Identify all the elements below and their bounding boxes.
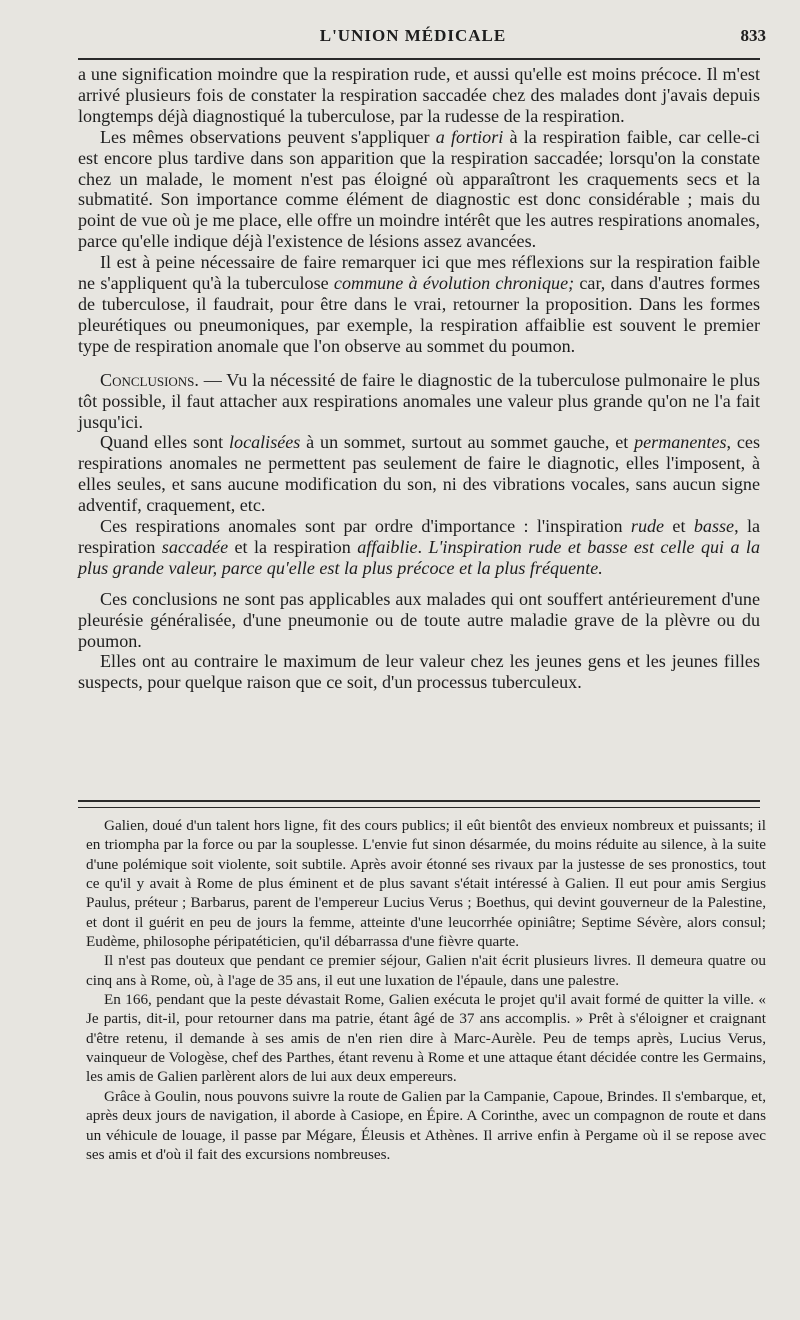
article-body: [78, 64, 760, 693]
paragraph: a une signification moindre que la respiration rude, et aussi qu'elle est moins précoce. Il m'est arrivé plusieurs fois de constater la respiration saccadée chez des malades dont j'avais depuis longtemps déjà diagnostiqué la tuberculose, par la rudesse de la respiration.: [78, 64, 760, 126]
page-number: 833: [740, 26, 766, 45]
running-header: [60, 22, 766, 52]
paragraph: Ces respirations anomales sont par ordre d'importance : l'inspiration rude et basse, la respiration saccadée et la respiration affaiblie. L'inspiration rude et basse est celle qui a la plus grande valeur, parce qu'elle est la plus précoce et la plus fréquente.: [78, 516, 761, 578]
journal-title: L'UNION MÉDICALE: [319, 26, 507, 45]
paragraph: Ces conclusions ne sont pas applicables aux malades qui ont souffert antérieurement d'une pleurésie généralisée, d'une pneumonie ou de toute autre maladie grave de la plèvre ou du poumon.: [78, 588, 760, 651]
header-rule: [78, 58, 760, 60]
feuilleton-paragraph: Grâce à Goulin, nous pouvons suivre la route de Galien par la Campanie, Capoue, Brindes. Il s'embarque, et, après deux jours de navigation, il aborde à Casiope, en Épire. A Corinthe, avec un compagnon de route et dans un véhicule de louage, il passe par Mégare, Éleusis et Athènes. Il arrive enfin à Pergame où il se repose avec ses amis et d'où il fait des excursions nombreuses.: [86, 1087, 766, 1163]
feuilleton-separator: [78, 800, 760, 808]
feuilleton-paragraph: Galien, doué d'un talent hors ligne, fit des cours publics; il eût bientôt des envieux nombreux et puissants; il en triompha par la force ou par la souplesse. L'envie fut sinon désarmée, du moins réduite au silence, à la suite d'une polémique soit violente, soit subtile. Après avoir étonné ses rivaux par la justesse de ses pronostics, tout ce qu'il y avait à Rome de plus éminent et de plus savant s'était intéressé à Galien. Il eut pour amis Sergius Paulus, préteur ; Barbarus, parent de l'empereur Lucius Verus ; Boethus, qui devint gouverneur de la Palestine, et dont il guérit en peu de jours la femme, atteinte d'une leucorrhée opiniâtre; Septime Sévère, alors consul; Eudème, philosophe péripatéticien, qu'il débarrassa d'une fièvre quarte.: [86, 817, 766, 951]
feuilleton-text: [86, 816, 766, 1164]
paragraph: Elles ont au contraire le maximum de leur valeur chez les jeunes gens et les jeunes filles suspects, pour quelque raison que ce soit, d'un processus tuberculeux.: [78, 651, 760, 693]
feuilleton-paragraph: En 166, pendant que la peste dévastait Rome, Galien exécuta le projet qu'il avait formé de quitter la ville. « Je partis, dit-il, pour retourner dans ma patrie, étant âgé de 37 ans accomplis. » Prêt à s'éloigner et craignant d'être retenu, il demande à ses amis de n'en rien dire à Marc-Aurèle. Peu de temps après, Lucius Verus, vainqueur de Vologèse, chef des Parthes, étant revenu à Rome et une attaque étant décidée contre les Germains, les amis de Galien parlèrent alors de lui aux deux empereurs.: [86, 991, 766, 1086]
feuilleton-paragraph: Il n'est pas douteux que pendant ce premier séjour, Galien n'ait écrit plusieurs livres. Il demeura quatre ou cinq ans à Rome, où, à l'age de 35 ans, il eut une luxation de l'épaule, dans une palestre.: [86, 952, 766, 989]
paragraph: Les mêmes observations peuvent s'appliquer a fortiori à la respiration faible, car celle-ci est encore plus tardive dans son apparition que la respiration saccadée; lorsqu'on la constate chez un malade, le moment n'est pas éloigné où apparaîtront les craquements secs et la submatité. Son importance comme élément de diagnostic est donc considérable ; mais du point de vue où je me place, elle offre un moindre intérêt que les autres respirations anomales, parce qu'elle indique déjà l'existence de lésions assez avancées.: [78, 126, 761, 252]
conclusions-paragraph: Conclusions. — Vu la nécessité de faire le diagnostic de la tuberculose pulmonaire le plus tôt possible, il faut attacher aux respirations anomales une valeur plus grande qu'on ne l'a fait jusqu'ici.: [78, 369, 760, 432]
paragraph: Quand elles sont localisées à un sommet, surtout au sommet gauche, et permanentes, ces respirations anomales ne permettent pas seulement de faire le diagnotic, elles l'imposent, à elles seules, et sans aucune modification du son, ni des vibrations vocales, sans aucun signe adventif, craquement, etc.: [78, 432, 760, 516]
paragraph: Il est à peine nécessaire de faire remarquer ici que mes réflexions sur la respiration faible ne s'appliquent qu'à la tuberculose commune à évolution chronique; car, dans d'autres formes de tuberculose, il faudrait, pour être dans le vrai, retourner la proposition. Dans les formes pleurétiques ou pneumoniques, par exemple, la respiration affaiblie est souvent le premier type de respiration anomale que l'on observe au sommet du poumon.: [78, 252, 760, 356]
conclusions-heading: Conclusions.: [100, 369, 199, 390]
